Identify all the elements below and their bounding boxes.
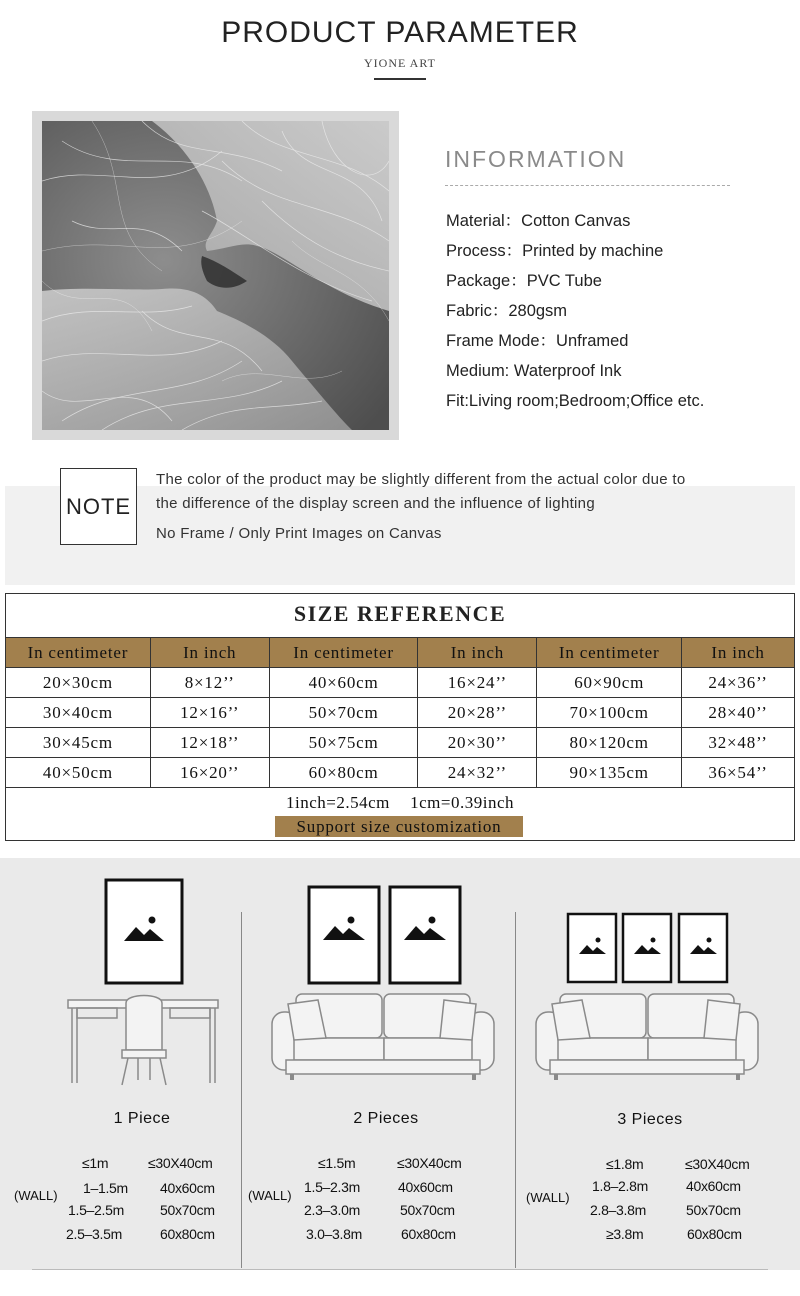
wall-width: 2.8–3.8m (590, 1202, 646, 1218)
wall-width: 1.5–2.5m (68, 1202, 124, 1218)
wall-width: 1.8–2.8m (592, 1178, 648, 1194)
header-cell: In inch (682, 638, 795, 668)
three-pieces-sofa-illustration (532, 908, 762, 1083)
table-cell: 40×50cm (6, 758, 151, 788)
table-cell: 20×30’’ (418, 728, 537, 758)
table-row (6, 728, 795, 758)
table-cell: 80×120cm (537, 728, 682, 758)
information-divider (445, 185, 730, 186)
artwork-image (42, 121, 389, 430)
header-cell: In centimeter (6, 638, 151, 668)
info-process: Process：Printed by machine (446, 242, 664, 260)
table-cell: 32×48’’ (682, 728, 795, 758)
information-title: INFORMATION (445, 146, 627, 172)
table-cell: 20×28’’ (418, 698, 537, 728)
info-fabric: Fabric：280gsm (446, 302, 568, 320)
table-cell: 20×30cm (6, 668, 151, 698)
artwork-kiss-illustration (42, 121, 389, 430)
info-fit: Fit:Living room;Bedroom;Office etc. (446, 392, 705, 410)
info-medium: Medium: Waterproof Ink (446, 362, 622, 380)
header-cell: In inch (150, 638, 269, 668)
wall-width: 1–1.5m (83, 1180, 128, 1196)
print-size: 40x60cm (160, 1180, 215, 1196)
wall-width: 3.0–3.8m (306, 1226, 362, 1242)
information-list (446, 206, 704, 416)
wall-label: (WALL) (14, 1188, 58, 1203)
size-reference-title: SIZE REFERENCE (293, 601, 507, 626)
header-cell: In centimeter (537, 638, 682, 668)
table-row (6, 668, 795, 698)
table-cell: 60×80cm (269, 758, 418, 788)
size-table (5, 637, 795, 788)
column-divider (515, 912, 516, 1268)
unit-conversion: 1inch=2.54cm 1cm=0.39inch (286, 793, 514, 812)
title-underline (374, 78, 426, 80)
table-cell: 70×100cm (537, 698, 682, 728)
print-size: 40x60cm (398, 1179, 453, 1195)
print-size: 50x70cm (160, 1202, 215, 1218)
table-cell: 30×40cm (6, 698, 151, 728)
print-size: ≤30X40cm (685, 1156, 750, 1172)
one-piece-desk-illustration (60, 875, 230, 1090)
table-cell: 30×45cm (6, 728, 151, 758)
info-material: Material：Cotton Canvas (446, 212, 631, 230)
table-cell: 16×20’’ (150, 758, 269, 788)
print-size: 60x80cm (401, 1226, 456, 1242)
brand-name: YIONE ART (364, 56, 436, 70)
size-table-header (6, 638, 795, 668)
wall-label: (WALL) (526, 1190, 570, 1205)
wall-width: 1.5–2.3m (304, 1179, 360, 1195)
table-row (6, 758, 795, 788)
table-cell: 36×54’’ (682, 758, 795, 788)
print-size: ≤30X40cm (397, 1155, 462, 1171)
table-cell: 8×12’’ (150, 668, 269, 698)
print-size: 40x60cm (686, 1178, 741, 1194)
table-cell: 24×32’’ (418, 758, 537, 788)
note-label: NOTE (60, 468, 137, 545)
table-cell: 24×36’’ (682, 668, 795, 698)
table-row (6, 698, 795, 728)
bottom-divider (32, 1269, 768, 1270)
customization-badge: Support size customization (275, 816, 523, 837)
table-cell: 40×60cm (269, 668, 418, 698)
header-cell: In centimeter (269, 638, 418, 668)
wall-width: ≤1.5m (318, 1155, 356, 1171)
table-cell: 90×135cm (537, 758, 682, 788)
table-cell: 60×90cm (537, 668, 682, 698)
table-cell: 12×18’’ (150, 728, 269, 758)
print-size: 50x70cm (400, 1202, 455, 1218)
wall-width: ≥3.8m (606, 1226, 644, 1242)
header-cell: In inch (418, 638, 537, 668)
one-piece-label: 1 Piece (113, 1110, 171, 1127)
table-cell: 50×70cm (269, 698, 418, 728)
wall-label: (WALL) (248, 1188, 292, 1203)
note-line-3: No Frame / Only Print Images on Canvas (156, 525, 442, 542)
two-pieces-sofa-illustration (268, 880, 498, 1080)
column-divider (241, 912, 242, 1268)
print-size: 50x70cm (686, 1202, 741, 1218)
wall-width: 2.3–3.0m (304, 1202, 360, 1218)
note-line-1: The color of the product may be slightly different from the actual color due to (156, 471, 686, 488)
print-size: ≤30X40cm (148, 1155, 213, 1171)
table-cell: 16×24’’ (418, 668, 537, 698)
info-frame-mode: Frame Mode：Unframed (446, 332, 629, 350)
print-size: 60x80cm (160, 1226, 215, 1242)
table-cell: 12×16’’ (150, 698, 269, 728)
wall-width: 2.5–3.5m (66, 1226, 122, 1242)
three-pieces-label: 3 Pieces (617, 1111, 683, 1128)
page-title: PRODUCT PARAMETER (221, 16, 579, 49)
two-pieces-label: 2 Pieces (353, 1110, 419, 1127)
note-line-2: the difference of the display screen and the influence of lighting (156, 495, 595, 512)
table-cell: 50×75cm (269, 728, 418, 758)
info-package: Package：PVC Tube (446, 272, 602, 290)
wall-width: ≤1.8m (606, 1156, 644, 1172)
table-cell: 28×40’’ (682, 698, 795, 728)
wall-width: ≤1m (82, 1155, 109, 1171)
print-size: 60x80cm (687, 1226, 742, 1242)
